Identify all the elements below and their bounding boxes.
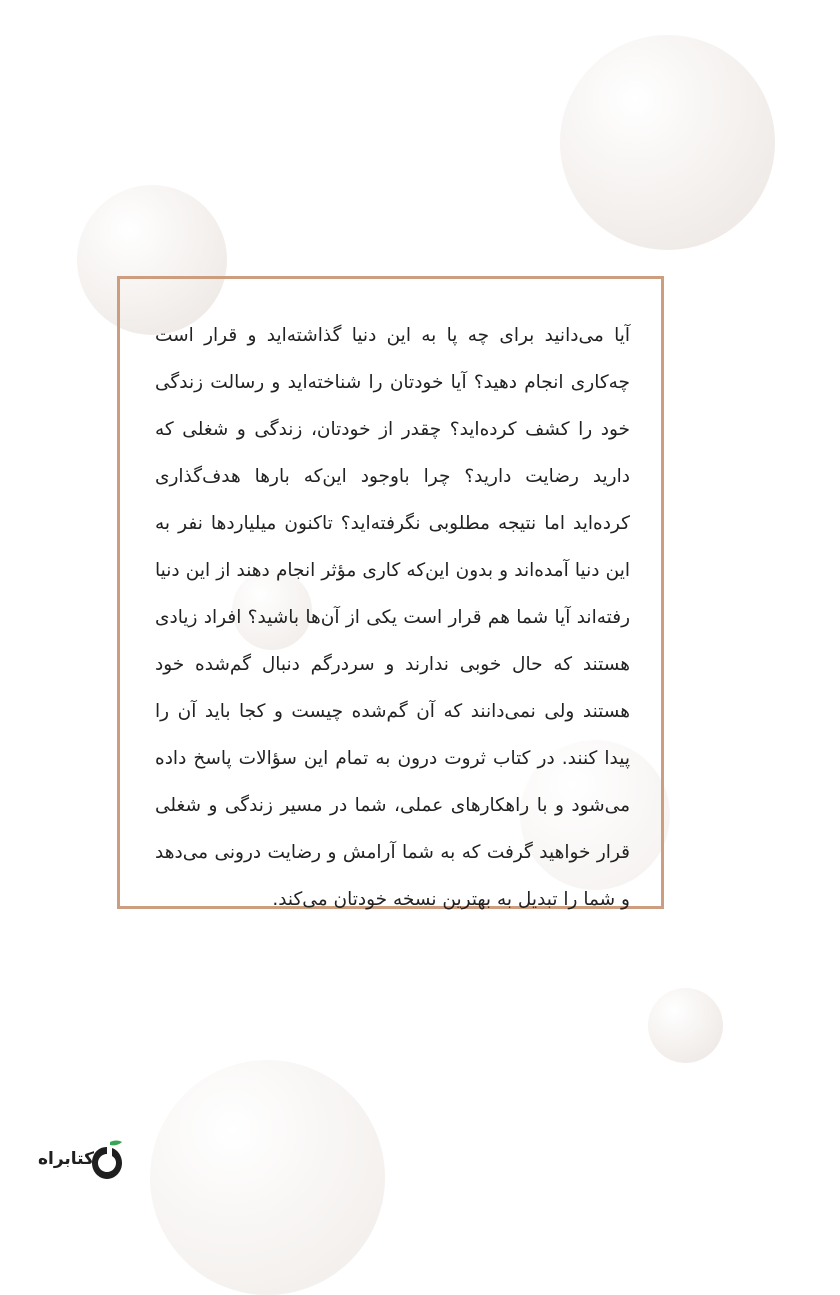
decorative-bubble bbox=[648, 988, 723, 1063]
book-description-paragraph: آیا می‌دانید برای چه پا به این دنیا گذاشته‌اید و قرار است چه‌کاری انجام دهید؟ آیا خودتان را شناخته‌اید و رسالت زندگی خود را کشف کرده‌اید؟ چقدر از خودتان، زندگی و شغلی که دارید رضایت دارید؟ چرا باوجود این‌که بارها هدف‌گذاری کرده‌اید اما نتیجه مطلوبی نگرفته‌اید؟ تاکنون میلیاردها نفر به این دنیا آمده‌اند و بدون این‌که کاری مؤثر انجام دهند از این دنیا رفته‌اند آیا شما هم قرار است یکی از آن‌ها باشید؟ افراد زیادی هستند که حال خوبی ندارند و سردرگم دنبال گم‌شده خود هستند ولی نمی‌دانند که آن گم‌شده چیست و کجا باید آن را پیدا کنند. در کتاب ثروت درون به تمام این سؤالات پاسخ داده می‌شود و با راهکارهای عملی، شما در مسیر زندگی و شغلی قرار خواهید گرفت که به شما آرامش و رضایت درونی می‌دهد و شما را تبدیل به بهترین نسخه خودتان می‌کند. bbox=[155, 325, 630, 910]
publisher-logo[interactable] bbox=[38, 1135, 128, 1185]
decorative-bubble bbox=[150, 1060, 385, 1295]
leaf-drop-icon bbox=[90, 1139, 124, 1181]
decorative-bubble bbox=[560, 35, 775, 250]
logo-text: کتابراه bbox=[37, 1149, 94, 1169]
